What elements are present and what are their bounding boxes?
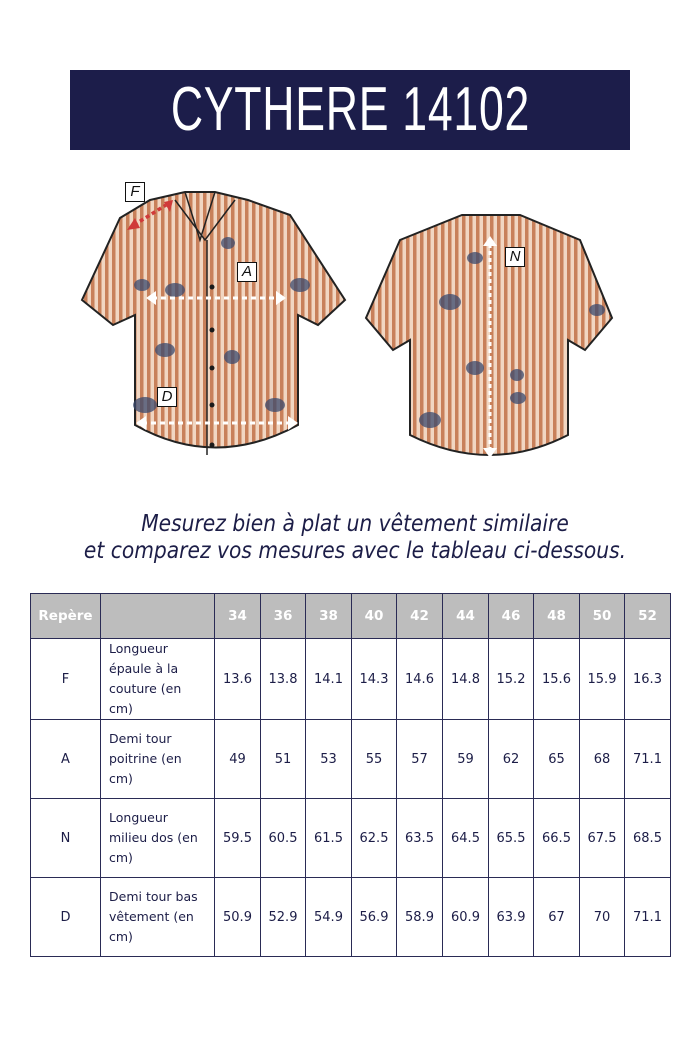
measurement-instructions [0,511,700,565]
description-cell: Demi tour bas vêtement (en cm) [101,878,215,957]
value-cell: 49 [215,720,261,799]
instruction-line-2: et comparez vos mesures avec le tableau ci-dessous. [83,538,627,564]
header-cell: 36 [261,594,306,639]
table-row [31,639,671,720]
label-a: A [237,262,257,282]
instruction-line-1: Mesurez bien à plat un vêtement similaire [141,511,569,537]
value-cell: 63.5 [397,799,443,878]
header-cell: 42 [397,594,443,639]
value-cell: 64.5 [443,799,489,878]
table-header-row [31,594,671,639]
value-cell: 62 [489,720,534,799]
description-cell: Longueur milieu dos (en cm) [101,799,215,878]
header-cell: 50 [580,594,625,639]
value-cell: 14.3 [352,639,397,720]
label-n: N [505,247,525,267]
size-chart-table [30,593,671,957]
value-cell: 68 [580,720,625,799]
value-cell: 14.6 [397,639,443,720]
shirt-diagram-icon [0,170,700,470]
mark-cell: D [31,878,101,957]
table-row [31,799,671,878]
header-cell: 40 [352,594,397,639]
value-cell: 63.9 [489,878,534,957]
header-cell: 44 [443,594,489,639]
value-cell: 53 [306,720,352,799]
description-cell: Demi tour poitrine (en cm) [101,720,215,799]
value-cell: 67 [534,878,580,957]
garment-illustrations [0,170,700,470]
back-shirt-icon [366,215,612,458]
value-cell: 15.6 [534,639,580,720]
mark-cell: F [31,639,101,720]
value-cell: 13.6 [215,639,261,720]
title-banner [70,70,630,150]
header-cell: 52 [625,594,671,639]
value-cell: 13.8 [261,639,306,720]
value-cell: 57 [397,720,443,799]
header-cell: 38 [306,594,352,639]
value-cell: 15.2 [489,639,534,720]
value-cell: 66.5 [534,799,580,878]
value-cell: 67.5 [580,799,625,878]
header-cell: 48 [534,594,580,639]
value-cell: 52.9 [261,878,306,957]
value-cell: 70 [580,878,625,957]
value-cell: 50.9 [215,878,261,957]
value-cell: 16.3 [625,639,671,720]
value-cell: 65.5 [489,799,534,878]
description-cell: Longueur épaule à la couture (en cm) [101,639,215,720]
value-cell: 68.5 [625,799,671,878]
value-cell: 61.5 [306,799,352,878]
value-cell: 55 [352,720,397,799]
value-cell: 62.5 [352,799,397,878]
value-cell: 71.1 [625,720,671,799]
value-cell: 14.1 [306,639,352,720]
value-cell: 59 [443,720,489,799]
value-cell: 54.9 [306,878,352,957]
table-row [31,878,671,957]
mark-cell: N [31,799,101,878]
label-d: D [157,387,177,407]
value-cell: 60.5 [261,799,306,878]
value-cell: 59.5 [215,799,261,878]
value-cell: 15.9 [580,639,625,720]
header-cell: 46 [489,594,534,639]
value-cell: 14.8 [443,639,489,720]
label-f: F [125,182,145,202]
value-cell: 56.9 [352,878,397,957]
value-cell: 58.9 [397,878,443,957]
table-row [31,720,671,799]
mark-cell: A [31,720,101,799]
header-cell: Repère [31,594,101,639]
front-shirt-icon [82,192,345,455]
header-cell: 34 [215,594,261,639]
value-cell: 65 [534,720,580,799]
value-cell: 51 [261,720,306,799]
header-cell [101,594,215,639]
product-title: CYTHERE 14102 [170,75,530,144]
value-cell: 60.9 [443,878,489,957]
value-cell: 71.1 [625,878,671,957]
